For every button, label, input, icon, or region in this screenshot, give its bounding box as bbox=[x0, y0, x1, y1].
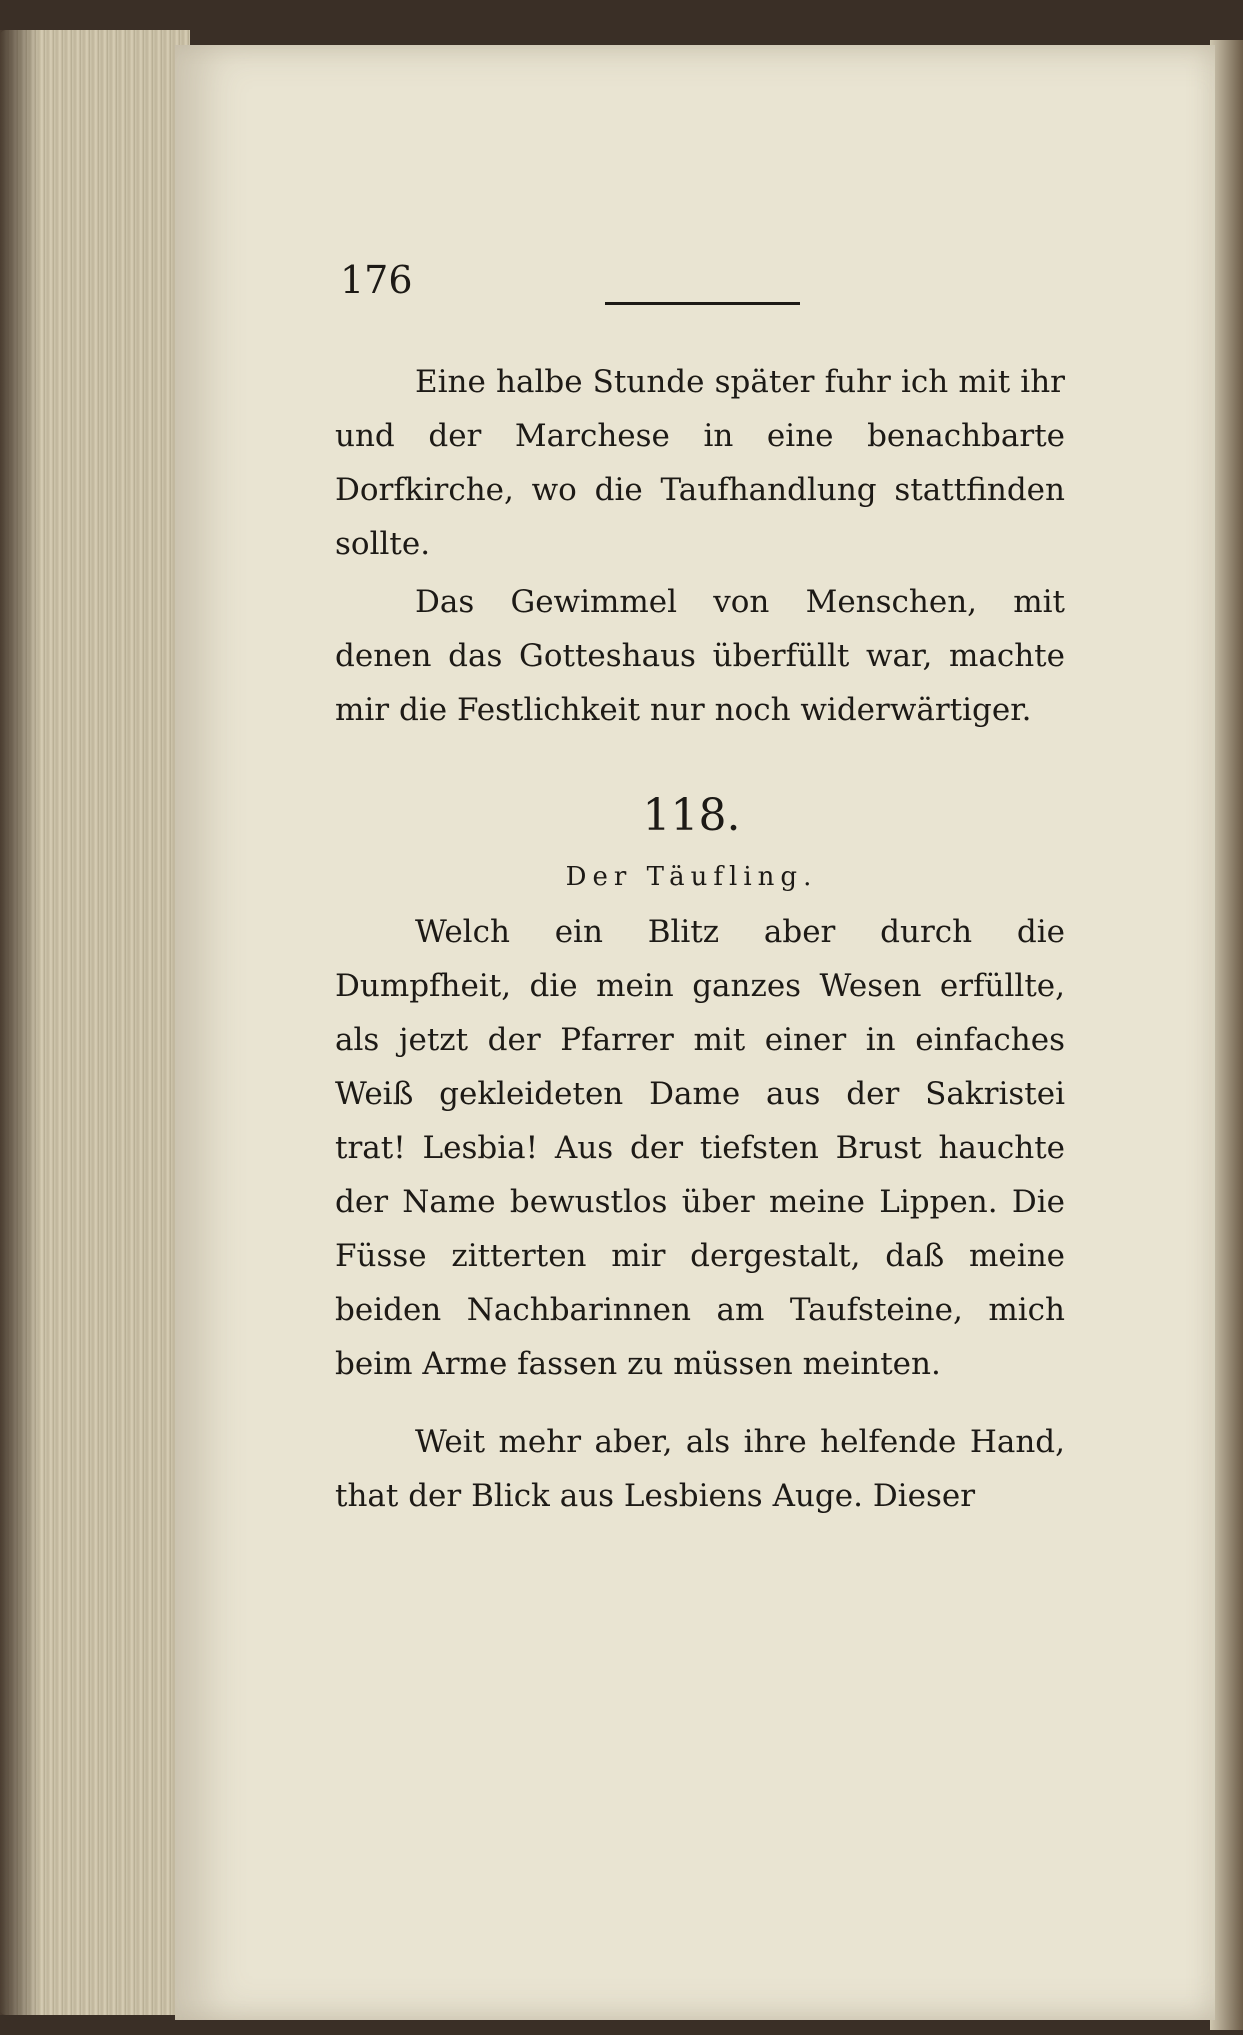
section-number-text: 118. bbox=[642, 790, 741, 841]
page-number: 176 bbox=[340, 258, 413, 302]
paragraph-1: Eine halbe Stunde später fuhr ich mit ihr und der Marchese in eine benachbarte Dorfkirche, wo die Taufhandlung stattfinden sollte. bbox=[335, 364, 1065, 562]
section-title bbox=[0, 862, 1243, 892]
paragraph-3: Welch ein Blitz aber durch die Dumpfheit, die mein ganzes Wesen erfüllte, als jetzt der Pfarrer mit einer in einfaches Weiß gekleideten Dame aus der Sakristei trat! Lesbia! Aus der tiefsten Brust hauchte der Name bewustlos über meine Lippen. Die Füsse zitterten mir dergestalt, daß meine beiden Nachbarinnen am Taufsteine, mich beim Arme fassen zu müssen meinten. bbox=[335, 914, 1065, 1382]
section-title-text: Der Täufling. bbox=[565, 862, 818, 892]
header-rule bbox=[605, 302, 800, 305]
paragraph-2: Das Gewimmel von Menschen, mit denen das Gotteshaus überfüllt war, machte mir die Festlichkeit nur noch widerwärtiger. bbox=[335, 584, 1065, 728]
book-page-edges bbox=[0, 30, 190, 2015]
paragraph-4: Weit mehr aber, als ihre helfende Hand, that der Blick aus Lesbiens Auge. Dieser bbox=[335, 1424, 1065, 1514]
section-number bbox=[0, 790, 1243, 841]
